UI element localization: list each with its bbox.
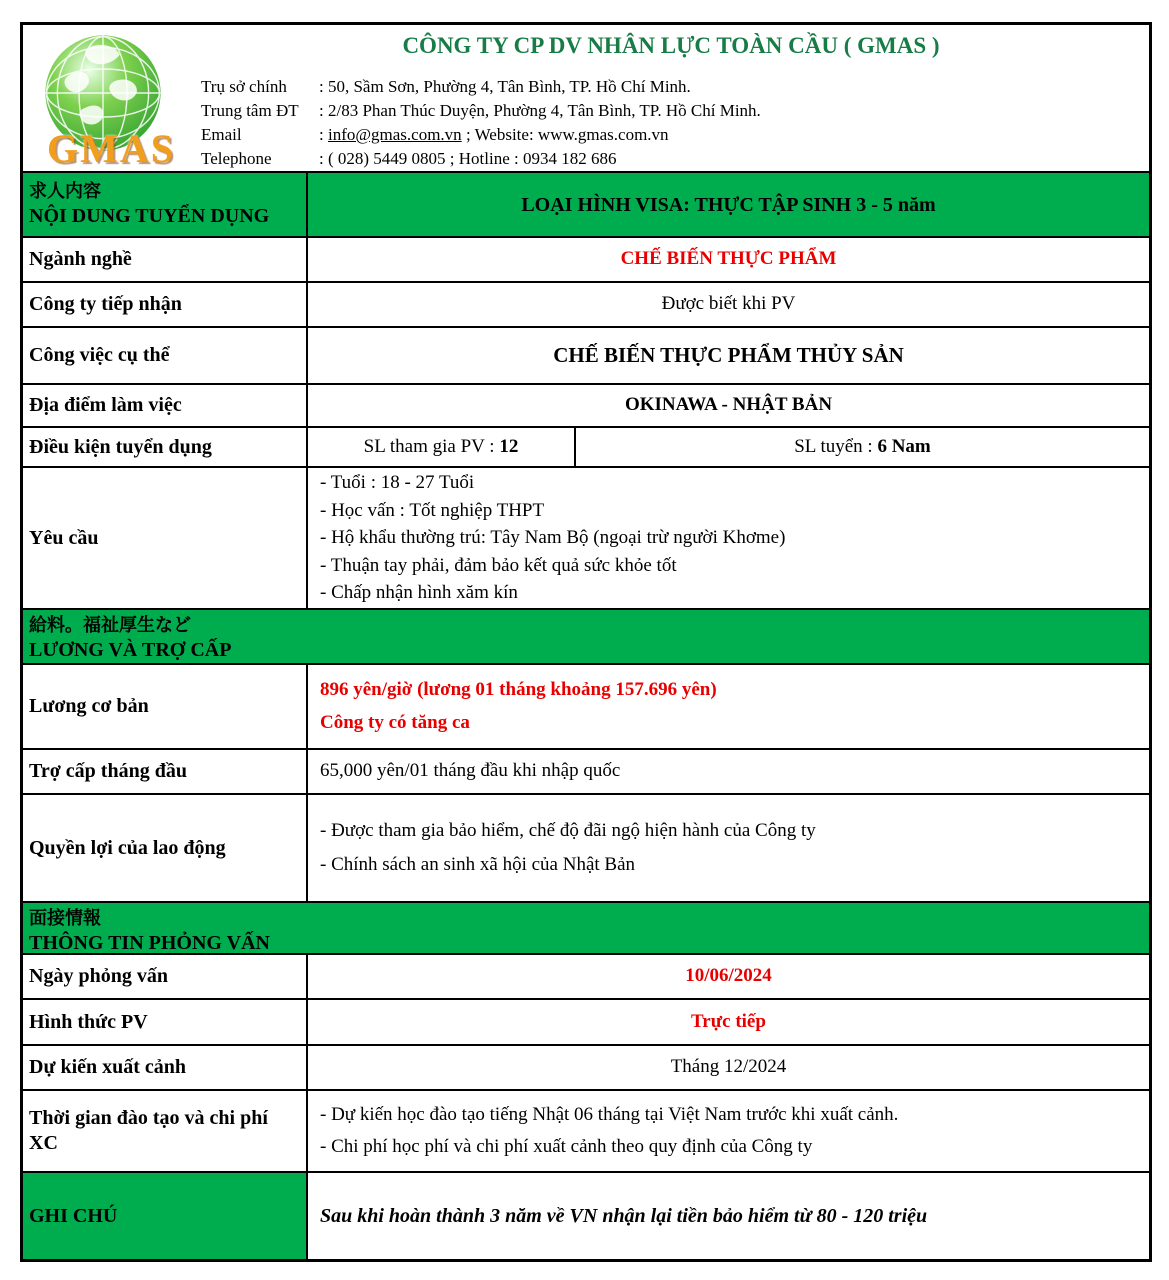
luong-line: Công ty có tăng ca [320,711,470,733]
dao-tao-item: - Dự kiến học đào tạo tiếng Nhật 06 tháng tại Việt Nam trước khi xuất cảnh. [320,1103,899,1125]
row-dieu-kien [23,426,1149,466]
yeu-cau-label: Yêu cầu [23,468,308,608]
row-hinh-thuc-pv [23,998,1149,1044]
cong-ty-label: Công ty tiếp nhận [23,283,308,326]
row-ngay-phong-van [23,953,1149,998]
dieu-kien-label: Điều kiện tuyển dụng [23,428,308,466]
hinh-thuc-value: Trực tiếp [691,1010,766,1032]
ngay-pv-cell [308,955,1149,998]
dia-diem-value: OKINAWA - NHẬT BẢN [624,394,833,416]
contact-value-training-center: : 2/83 Phan Thúc Duyện, Phường 4, Tân Bình, TP. Hồ Chí Minh. [319,101,761,120]
ngay-pv-label: Ngày phỏng vấn [23,955,308,998]
ghi-chu-value: Sau khi hoàn thành 3 năm về VN nhận lại tiền bảo hiểm từ 80 - 120 triệu [320,1205,928,1227]
ngay-pv-value: 10/06/2024 [685,965,772,987]
luong-line: 896 yên/giờ (lương 01 tháng khoảng 157.696 yên) [320,679,717,701]
luong-label: Lương cơ bản [23,665,308,748]
salary-section-jp: 給料。福祉厚生など [29,615,191,635]
yeu-cau-item: - Hộ khẩu thường trú: Tây Nam Bộ (ngoại trừ người Khơme) [320,527,786,549]
tro-cap-label: Trợ cấp tháng đầu [23,750,308,793]
visa-type-cell [308,173,1149,236]
contact-label-telephone: Telephone [201,149,272,168]
quyen-loi-label: Quyền lợi của lao động [23,795,308,901]
interview-section-vn: THÔNG TIN PHỎNG VẤN [29,932,270,955]
hinh-thuc-label: Hình thức PV [23,1000,308,1044]
company-logo [29,29,201,169]
quyen-loi-cell [308,795,1149,901]
contact-label-head-office: Trụ sở chính [201,77,287,96]
recruitment-section-jp: 求人内容 [29,180,101,201]
cong-viec-cell [308,328,1149,383]
quyen-loi-item: - Được tham gia bảo hiểm, chế độ đãi ngộ hiện hành của Công ty [320,819,816,841]
sl-tuyen-label: SL tuyển : [794,436,873,457]
contact-value-email [319,123,1141,146]
interview-section-jp: 面接情報 [29,908,101,928]
header-info [201,29,1141,171]
row-cong-viec-cu-the [23,326,1149,383]
row-yeu-cau [23,466,1149,608]
email-prefix: : [319,125,328,144]
row-cong-ty-tiep-nhan [23,281,1149,326]
cong-viec-value: CHẾ BIẾN THỰC PHẨM THỦY SẢN [553,342,904,367]
nganh-nghe-label: Ngành nghề [23,238,308,281]
salary-section-vn: LƯƠNG VÀ TRỢ CẤP [29,639,232,662]
sl-pv-label: SL tham gia PV : [363,436,495,457]
dao-tao-label: Thời gian đào tạo và chi phí XC [23,1091,308,1171]
email-link[interactable]: info@gmas.com.vn [327,125,462,144]
yeu-cau-cell [308,468,1149,608]
luong-cell [308,665,1149,748]
yeu-cau-item: - Học vấn : Tốt nghiệp THPT [320,499,545,521]
company-title: CÔNG TY CP DV NHÂN LỰC TOÀN CẦU ( GMAS ) [402,33,940,58]
nganh-nghe-value: CHẾ BIẾN THỰC PHẨM [620,248,837,270]
row-du-kien-xuat-canh [23,1044,1149,1089]
visa-type-text: LOẠI HÌNH VISA: THỰC TẬP SINH 3 - 5 năm [521,193,936,216]
row-nganh-nghe [23,236,1149,281]
document-header [23,25,1149,171]
hinh-thuc-cell [308,1000,1149,1044]
salary-section-header [23,608,1149,663]
contact-label-training-center: Trung tâm ĐT [201,101,299,120]
dia-diem-cell [308,385,1149,426]
quyen-loi-item: - Chính sách an sinh xã hội của Nhật Bản [320,854,636,875]
sl-tuyen-cell [576,428,1149,466]
cong-ty-cell [308,283,1149,326]
sl-pv-value: 12 [499,436,519,457]
row-dao-tao-chi-phi [23,1089,1149,1171]
website-text: ; Website: www.gmas.com.vn [461,125,669,144]
contact-value-head-office: : 50, Sầm Sơn, Phường 4, Tân Bình, TP. Hồ Chí Minh. [319,77,691,96]
row-quyen-loi [23,793,1149,901]
row-dia-diem [23,383,1149,426]
dao-tao-cell [308,1091,1149,1171]
cong-ty-value: Được biết khi PV [661,293,796,315]
ghi-chu-cell [308,1173,1149,1259]
dao-tao-item: - Chi phí học phí và chi phí xuất cảnh theo quy định của Công ty [320,1136,813,1157]
tro-cap-cell [308,750,1149,793]
du-kien-cell [308,1046,1149,1089]
du-kien-value: Tháng 12/2024 [670,1056,787,1078]
cong-viec-label: Công việc cụ thể [23,328,308,383]
tro-cap-value: 65,000 yên/01 tháng đầu khi nhập quốc [320,760,621,782]
nganh-nghe-cell [308,238,1149,281]
interview-section-header [23,901,1149,953]
row-recruitment-header [23,171,1149,236]
du-kien-label: Dự kiến xuất cảnh [23,1046,308,1089]
row-luong-co-ban [23,663,1149,748]
row-ghi-chu [23,1171,1149,1259]
yeu-cau-item: - Chấp nhận hình xăm kín [320,582,518,604]
dia-diem-label: Địa điểm làm việc [23,385,308,426]
logo-text: GMAS [47,126,175,171]
yeu-cau-item: - Tuổi : 18 - 27 Tuổi [320,472,475,494]
contact-value-telephone: : ( 028) 5449 0805 ; Hotline : 0934 182 686 [319,149,617,168]
row-tro-cap [23,748,1149,793]
recruitment-document [20,22,1152,1262]
sl-tuyen-value: 6 Nam [877,436,931,457]
sl-tham-gia-cell [308,428,576,466]
recruitment-section-label [23,173,308,236]
recruitment-section-vn: NỘI DUNG TUYỂN DỤNG [29,205,270,228]
yeu-cau-item: - Thuận tay phải, đảm bảo kết quả sức khỏe tốt [320,554,677,576]
contact-label-email: Email [201,125,242,144]
ghi-chu-label: GHI CHÚ [23,1173,308,1259]
contact-list [201,75,1141,170]
